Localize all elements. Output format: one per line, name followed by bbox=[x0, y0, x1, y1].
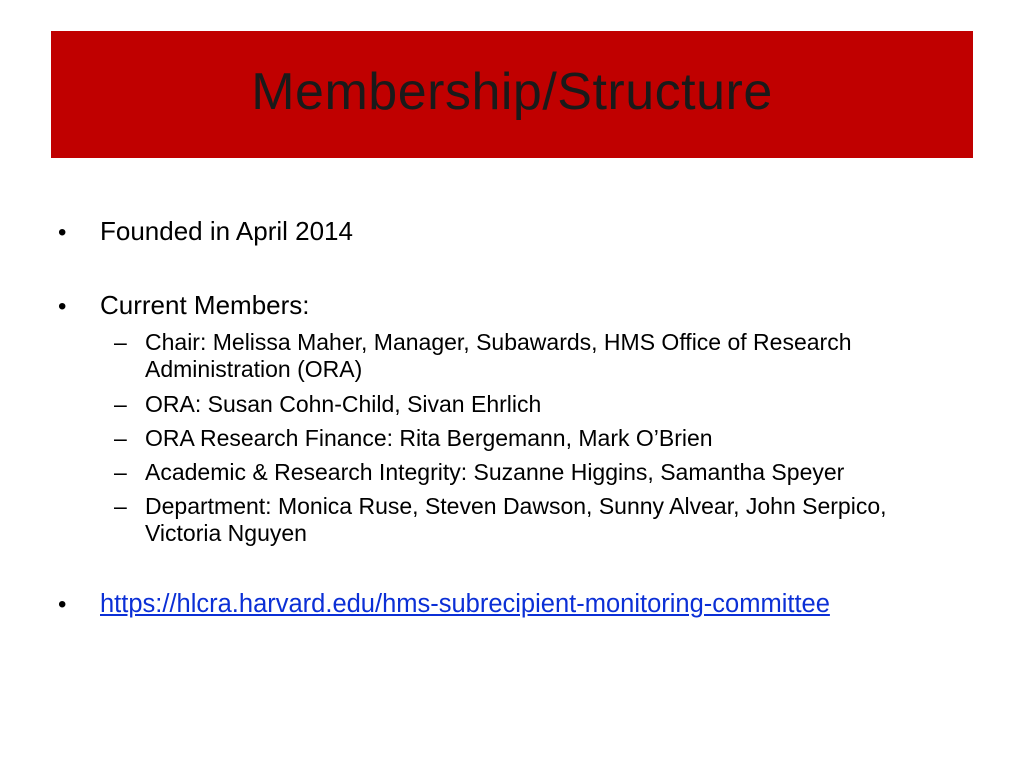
bullet-icon: • bbox=[58, 219, 67, 246]
member-text: ORA Research Finance: Rita Bergemann, Mark O’Brien bbox=[145, 425, 713, 451]
member-item-ora-finance bbox=[114, 425, 945, 452]
founded-text: Founded in April 2014 bbox=[100, 216, 353, 246]
bullet-icon: • bbox=[58, 591, 67, 618]
member-text: ORA: Susan Cohn-Child, Sivan Ehrlich bbox=[145, 391, 542, 417]
title-banner bbox=[51, 31, 973, 158]
member-item-department bbox=[114, 493, 945, 547]
slide-title: Membership/Structure bbox=[251, 62, 773, 121]
bullet-link bbox=[58, 589, 830, 620]
member-text: Academic & Research Integrity: Suzanne Higgins, Samantha Speyer bbox=[145, 459, 845, 485]
bullet-members bbox=[58, 290, 310, 322]
member-item-chair bbox=[114, 329, 945, 383]
committee-link[interactable]: https://hlcra.harvard.edu/hms-subrecipient-monitoring-committee bbox=[100, 590, 830, 618]
bullet-icon: • bbox=[58, 293, 67, 320]
member-text: Department: Monica Ruse, Steven Dawson, Sunny Alvear, John Serpico, Victoria Nguyen bbox=[145, 493, 887, 546]
dash-icon: – bbox=[114, 459, 127, 485]
dash-icon: – bbox=[114, 391, 127, 417]
members-heading: Current Members: bbox=[100, 290, 310, 320]
member-item-integrity bbox=[114, 459, 945, 486]
bullet-founded bbox=[58, 216, 353, 248]
dash-icon: – bbox=[114, 425, 127, 451]
member-text: Chair: Melissa Maher, Manager, Subawards, HMS Office of Research Administration (ORA) bbox=[145, 329, 852, 382]
dash-icon: – bbox=[114, 493, 127, 519]
dash-icon: – bbox=[114, 329, 127, 355]
member-item-ora bbox=[114, 391, 945, 418]
